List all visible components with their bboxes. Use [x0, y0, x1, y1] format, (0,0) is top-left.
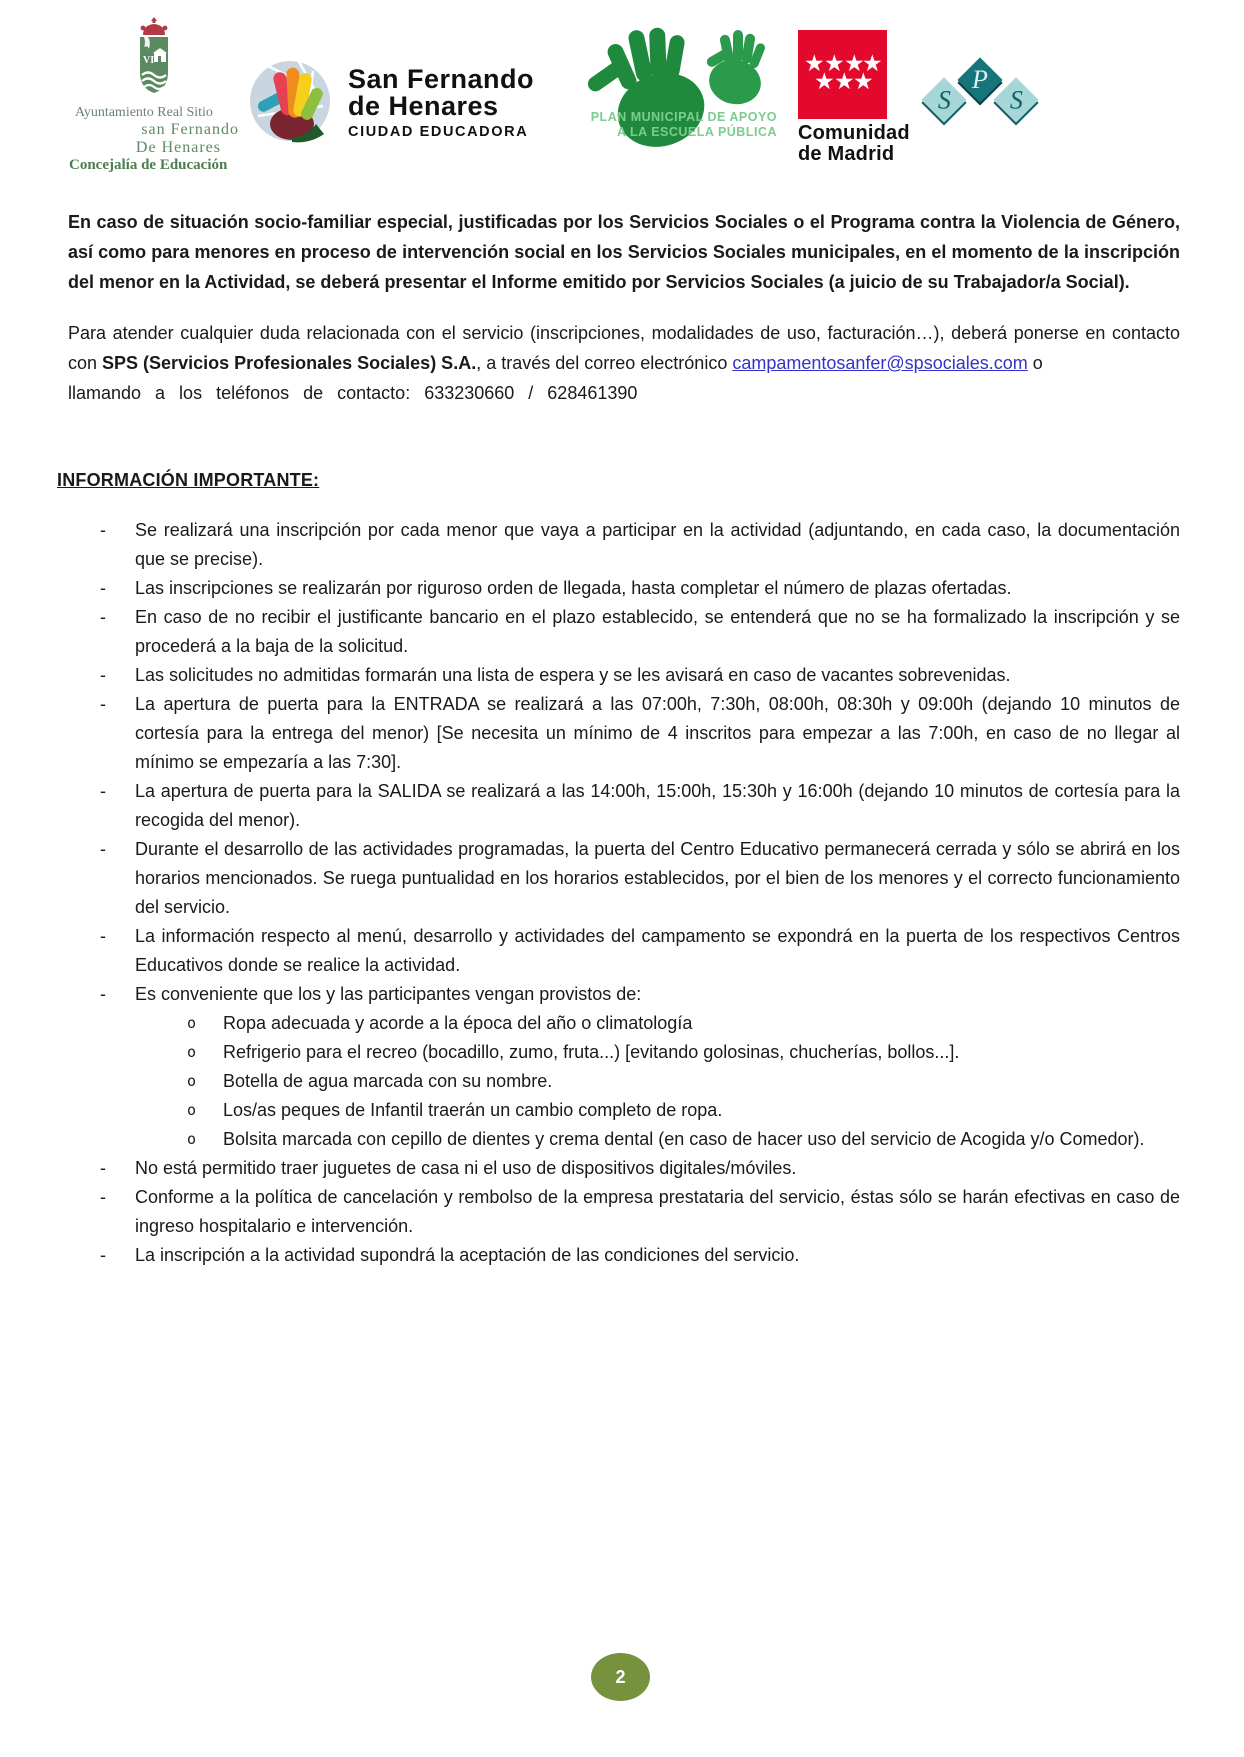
ayuntamiento-line4: Concejalía de Educación — [69, 157, 228, 173]
text-segment: o — [1027, 353, 1043, 373]
sanfernando-city-logo — [248, 53, 563, 153]
sps-diamond-s1: S — [921, 77, 966, 122]
dash-bullet: - — [100, 781, 106, 801]
comunidad-madrid-logo — [798, 30, 910, 165]
plan-text-line1: PLAN MUNICIPAL DE APOYO — [590, 110, 777, 124]
list-item-text: Las inscripciones se realizarán por riguroso orden de llegada, hasta completar el número de plazas ofertadas. — [135, 578, 1012, 598]
list-item-text: En caso de no recibir el justificante bancario en el plazo establecido, se entenderá que no se ha formalizado la inscripción y se procederá a la baja de la solicitud. — [135, 607, 1180, 656]
list-item-text: La apertura de puerta para la SALIDA se realizará a las 14:00h, 15:00h, 15:30h y 16:00h (dejando 10 minutos de cortesía para la recogida del menor). — [135, 781, 1180, 830]
dash-bullet: - — [100, 694, 106, 714]
list-item-text: Conforme a la política de cancelación y rembolso de la empresa prestataria del servicio, éstas sólo se harán efectivas en caso de ingreso hospitalario e intervención. — [135, 1187, 1180, 1236]
list-item-text: No está permitido traer juguetes de casa ni el uso de dispositivos digitales/móviles. — [135, 1158, 797, 1178]
dash-bullet: - — [100, 578, 106, 598]
ayuntamiento-crest-icon — [126, 15, 182, 103]
special-situation-paragraph: En caso de situación socio-familiar especial, justificadas por los Servicios Sociales o el Programa contra la Violencia de Género, así como para menores en proceso de intervención social en los Servicios Sociales municipales, en el momento de la inscripción del menor en la Actividad, se deberá presentar el Informe emitido por Servicios Sociales (a juicio de su Trabajador/a Social). — [68, 212, 1180, 292]
list-item — [100, 922, 1180, 980]
hand-circle-icon — [248, 56, 338, 151]
list-item-text: Se realizará una inscripción por cada menor que vaya a participar en la actividad (adjuntando, en cada caso, la documentación que se precise). — [135, 520, 1180, 569]
circle-bullet: o — [187, 1072, 197, 1090]
madrid-text-line2: de Madrid — [798, 143, 895, 165]
list-item — [100, 1183, 1180, 1241]
plan-municipal-logo — [583, 20, 781, 160]
contact-paragraph — [68, 318, 1180, 408]
dash-bullet: - — [100, 1187, 106, 1207]
list-item — [100, 574, 1180, 603]
list-item — [100, 835, 1180, 922]
sub-list-item — [187, 1067, 1180, 1096]
text-segment: , a través del correo electrónico — [476, 353, 733, 373]
sps-logo — [918, 56, 1042, 140]
list-item-text: Durante el desarrollo de las actividades programadas, la puerta del Centro Educativo permanecerá cerrada y sólo se abrirá en los horarios mencionados. Se ruega puntualidad en los horarios establecidos, por el bien de los menores y el correcto funcionamiento del servicio. — [135, 839, 1180, 917]
dash-bullet: - — [100, 984, 106, 1004]
important-info-heading: INFORMACIÓN IMPORTANTE: — [57, 470, 320, 490]
circle-bullet: o — [187, 1043, 197, 1061]
dash-bullet: - — [100, 926, 106, 946]
circle-bullet: o — [187, 1130, 197, 1148]
ayuntamiento-line1: Ayuntamiento Real Sitio — [75, 105, 213, 120]
list-item-text: La información respecto al menú, desarrollo y actividades del campamento se expondrá en la puerta de los respectivos Centros Educativos donde se realice la actividad. — [135, 926, 1180, 975]
list-item — [100, 1241, 1180, 1270]
star-icon: ★ — [824, 50, 845, 76]
sps-diamond-p: P — [957, 57, 1002, 102]
star-icon: ★ — [814, 68, 835, 94]
sanfer-subtitle: CIUDAD EDUCADORA — [348, 124, 529, 140]
dash-bullet: - — [100, 665, 106, 685]
star-icon: ★ — [834, 68, 855, 94]
madrid-flag-icon — [798, 30, 887, 119]
list-item — [100, 777, 1180, 835]
ayuntamiento-line2: san Fernando — [141, 121, 239, 138]
text-segment: Para atender cualquier duda relacionada con el servicio (inscripciones, modalidades de uso, facturación…), deberá ponerse en contacto con — [68, 323, 1180, 373]
plan-text-line2: A LA ESCUELA PÚBLICA — [617, 125, 777, 139]
sub-list-item-text: Bolsita marcada con cepillo de dientes y crema dental (en caso de hacer uso del servicio de Acogida y/o Comedor). — [223, 1129, 1145, 1149]
list-item — [100, 1154, 1180, 1183]
list-item — [100, 603, 1180, 661]
list-item — [100, 516, 1180, 574]
phone-contact-line: llamando a los teléfonos de contacto: 633230660 / 628461390 — [68, 383, 638, 403]
star-icon: ★ — [853, 68, 874, 94]
sub-list-item-text: Refrigerio para el recreo (bocadillo, zumo, fruta...) [evitando golosinas, chucherías, bollos...]. — [223, 1042, 960, 1062]
dash-bullet: - — [100, 1158, 106, 1178]
sub-list-item-text: Ropa adecuada y acorde a la época del año o climatología — [223, 1013, 693, 1033]
star-icon: ★ — [844, 50, 865, 76]
list-item-text: Es conveniente que los y las participantes vengan provistos de: — [135, 984, 642, 1004]
sub-list-item-text: Los/as peques de Infantil traerán un cambio completo de ropa. — [223, 1100, 723, 1120]
dash-bullet: - — [100, 520, 106, 540]
list-item-text: Las solicitudes no admitidas formarán una lista de espera y se les avisará en caso de vacantes sobrevenidas. — [135, 665, 1011, 685]
madrid-text-line1: Comunidad — [798, 122, 910, 144]
ayuntamiento-logo — [65, 15, 243, 173]
sub-list-item — [187, 1009, 1180, 1038]
sanfer-title-line1: San Fernando — [348, 64, 535, 94]
dash-bullet: - — [100, 839, 106, 859]
star-icon: ★ — [804, 50, 825, 76]
ayuntamiento-line3: De Henares — [135, 139, 221, 156]
circle-bullet: o — [187, 1014, 197, 1032]
list-item — [100, 980, 1180, 1009]
list-item-text: La inscripción a la actividad supondrá la aceptación de las condiciones del servicio. — [135, 1245, 800, 1265]
dash-bullet: - — [100, 607, 106, 627]
sanfer-title-line2: de Henares — [348, 91, 499, 121]
sub-list-item — [187, 1125, 1180, 1154]
sub-list-item — [187, 1038, 1180, 1067]
page-number-badge: 2 — [591, 1653, 650, 1701]
svg-text:VI: VI — [143, 55, 155, 66]
sub-list-item-text: Botella de agua marcada con su nombre. — [223, 1071, 553, 1091]
sps-diamond-s2: S — [993, 77, 1038, 122]
circle-bullet: o — [187, 1101, 197, 1119]
email-link[interactable]: campamentosanfer@spsociales.com — [732, 353, 1028, 373]
list-item — [100, 661, 1180, 690]
sub-list-item — [187, 1096, 1180, 1125]
star-icon: ★ — [862, 50, 883, 76]
list-item — [100, 690, 1180, 777]
dash-bullet: - — [100, 1245, 106, 1265]
list-item-text: La apertura de puerta para la ENTRADA se realizará a las 07:00h, 7:30h, 08:00h, 08:30h y 09:00h (dejando 10 minutos de cortesía para la entrega del menor) [Se necesita un mínimo de 4 inscritos para empezar a las 7:00h, en caso de no llegar al mínimo se empezaría a las 7:30]. — [135, 694, 1180, 772]
sps-company-name: SPS (Servicios Profesionales Sociales) S.A. — [102, 353, 477, 373]
important-info-list — [100, 516, 1180, 1270]
